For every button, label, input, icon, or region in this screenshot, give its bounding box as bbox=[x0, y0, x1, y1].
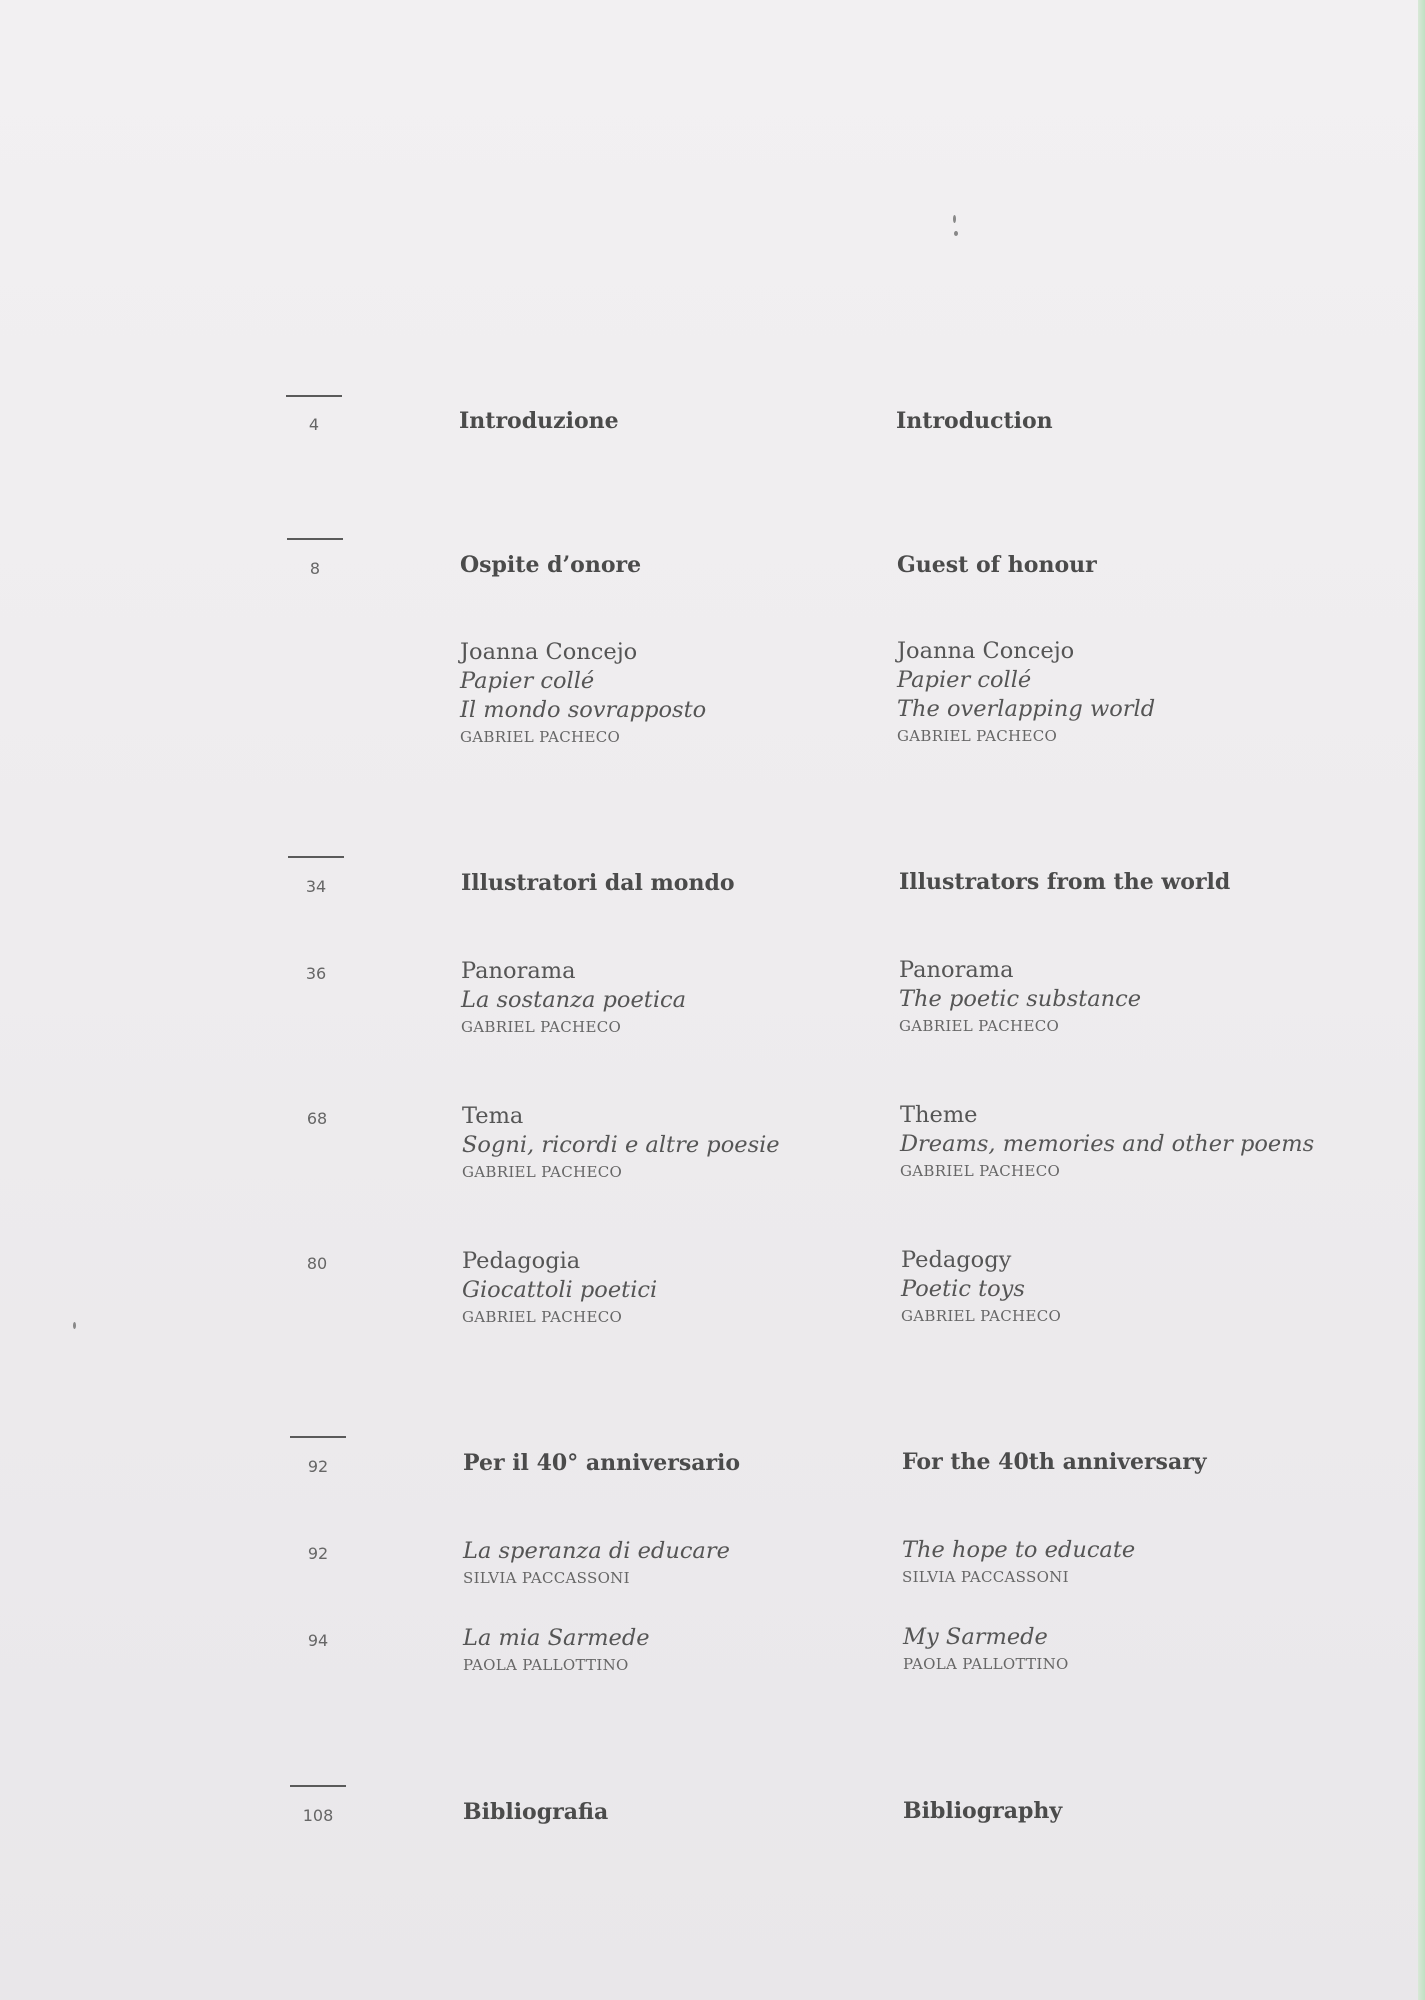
entry-author: GABRIEL PACHECO bbox=[897, 727, 1058, 745]
section-heading-en: Introduction bbox=[896, 408, 1053, 434]
entry-name: Joanna Concejo bbox=[897, 638, 1075, 664]
toc-entry-it bbox=[463, 1537, 730, 1590]
page-number: 80 bbox=[306, 1254, 328, 1273]
entry-title: Sogni, ricordi e altre poesie bbox=[462, 1132, 780, 1158]
section-heading-it: Per il 40° anniversario bbox=[463, 1450, 741, 1476]
entry-title: My Sarmede bbox=[903, 1624, 1048, 1650]
paper-speck bbox=[954, 231, 958, 236]
entry-title: Poetic toys bbox=[901, 1276, 1025, 1302]
section-heading-en: Bibliography bbox=[903, 1798, 1063, 1824]
entry-title: Papier collé bbox=[897, 667, 1032, 693]
toc-entry-en bbox=[900, 1101, 1314, 1183]
section-heading-it: Bibliografia bbox=[463, 1799, 609, 1825]
section-heading-en: Illustrators from the world bbox=[899, 869, 1231, 895]
page-number: 8 bbox=[309, 559, 321, 578]
section-heading-en: For the 40th anniversary bbox=[902, 1449, 1207, 1475]
entry-author: GABRIEL PACHECO bbox=[462, 1163, 623, 1181]
toc-entry-en bbox=[902, 1536, 1135, 1589]
entry-title: La speranza di educare bbox=[463, 1538, 730, 1564]
entry-label: Pedagogia bbox=[462, 1248, 581, 1274]
entry-author: PAOLA PALLOTTINO bbox=[903, 1655, 1069, 1673]
page-number: 68 bbox=[306, 1109, 328, 1128]
entry-author: GABRIEL PACHECO bbox=[462, 1308, 623, 1326]
section-heading-it: Ospite d’onore bbox=[460, 552, 642, 578]
entry-author: GABRIEL PACHECO bbox=[460, 728, 621, 746]
toc-entry-it bbox=[461, 957, 686, 1039]
page-number: 4 bbox=[308, 415, 320, 434]
toc-entry-en bbox=[897, 637, 1155, 748]
entry-title: Papier collé bbox=[460, 668, 595, 694]
entry-subtitle: Il mondo sovrapposto bbox=[460, 697, 707, 723]
page-number: 108 bbox=[302, 1806, 334, 1825]
entry-label: Theme bbox=[900, 1102, 978, 1128]
entry-title: Dreams, memories and other poems bbox=[900, 1131, 1315, 1157]
toc-entry-en bbox=[899, 956, 1141, 1038]
entry-label: Panorama bbox=[461, 958, 576, 984]
entry-author: PAOLA PALLOTTINO bbox=[463, 1656, 629, 1674]
entry-author: SILVIA PACCASSONI bbox=[463, 1569, 630, 1587]
section-rule bbox=[288, 856, 344, 858]
page-number: 36 bbox=[305, 964, 327, 983]
page-number: 94 bbox=[307, 1631, 329, 1650]
entry-label: Tema bbox=[462, 1103, 524, 1129]
paper-speck bbox=[953, 215, 956, 223]
toc-entry-en bbox=[901, 1246, 1061, 1328]
entry-title: Giocattoli poetici bbox=[462, 1277, 658, 1303]
section-rule bbox=[286, 395, 342, 397]
entry-title: The poetic substance bbox=[899, 986, 1142, 1012]
toc-entry-it bbox=[463, 1624, 650, 1677]
section-heading-it: Introduzione bbox=[459, 408, 619, 434]
entry-label: Panorama bbox=[899, 957, 1014, 983]
page-number: 34 bbox=[305, 877, 327, 896]
entry-title: La mia Sarmede bbox=[463, 1625, 650, 1651]
entry-author: GABRIEL PACHECO bbox=[901, 1307, 1062, 1325]
page-number: 92 bbox=[307, 1544, 329, 1563]
section-heading-it: Illustratori dal mondo bbox=[461, 870, 735, 896]
page-number: 92 bbox=[307, 1457, 329, 1476]
entry-author: GABRIEL PACHECO bbox=[461, 1018, 622, 1036]
entry-label: Pedagogy bbox=[901, 1247, 1012, 1273]
toc-entry-it bbox=[462, 1247, 657, 1329]
entry-author: GABRIEL PACHECO bbox=[899, 1017, 1060, 1035]
entry-author: GABRIEL PACHECO bbox=[900, 1162, 1061, 1180]
entry-author: SILVIA PACCASSONI bbox=[902, 1568, 1069, 1586]
section-heading-en: Guest of honour bbox=[897, 552, 1097, 578]
section-rule bbox=[290, 1436, 346, 1438]
toc-entry-en bbox=[903, 1623, 1069, 1676]
entry-name: Joanna Concejo bbox=[460, 639, 638, 665]
entry-title: The hope to educate bbox=[902, 1537, 1136, 1563]
paper-speck bbox=[73, 1322, 76, 1329]
entry-title: La sostanza poetica bbox=[461, 987, 687, 1013]
section-rule bbox=[290, 1785, 346, 1787]
toc-entry-it bbox=[462, 1102, 780, 1184]
entry-subtitle: The overlapping world bbox=[897, 696, 1156, 722]
page-edge bbox=[1418, 0, 1425, 2000]
section-rule bbox=[287, 538, 343, 540]
toc-entry-it bbox=[460, 638, 706, 749]
